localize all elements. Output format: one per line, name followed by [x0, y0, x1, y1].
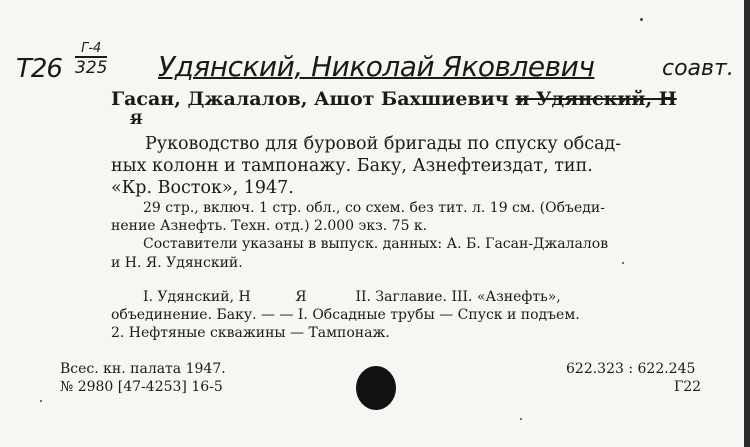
note-line-1: Составители указаны в выпуск. данных: А. Б. Гасан-Джалалов	[143, 236, 609, 252]
shelf-fraction	[75, 42, 107, 77]
title-line-3: «Кр. Восток», 1947.	[111, 178, 294, 198]
card-edge	[744, 0, 750, 447]
footer-record-number: № 2980 [47-4253] 16-5	[60, 379, 223, 395]
collation-line-1: 29 стр., включ. 1 стр. обл., со схем. без тит. л. 19 см. (Объеди-	[143, 200, 605, 216]
collation-line-2: нение Азнефть. Техн. отд.) 2.000 экз. 75 к.	[111, 218, 428, 234]
card-punch-hole	[356, 366, 396, 410]
title-line-1: Руководство для буровой бригады по спуску обсад-	[145, 134, 622, 154]
footer-chamber: Всес. кн. палата 1947.	[60, 361, 226, 377]
heading-struck-continuation: Я	[130, 112, 143, 128]
speck	[640, 18, 643, 21]
tracing-line-2: объединение. Баку. — — I. Обсадные трубы — Спуск и подъем.	[111, 307, 580, 323]
call-number: Т26	[16, 54, 62, 84]
fraction-bottom: 325	[75, 58, 108, 78]
handwritten-role: соавт.	[662, 56, 734, 81]
speck	[520, 418, 522, 420]
heading-struck: и Удянский, Н	[515, 88, 677, 110]
tracing-line-1: I. Удянский, Н Я II. Заглавие. III. «Азнефть»,	[143, 289, 561, 305]
heading-main: Гасан, Джалалов, Ашот Бахшиевич	[111, 88, 509, 110]
author-heading	[111, 88, 677, 110]
handwritten-name: Удянский, Николай Яковлевич	[158, 50, 595, 83]
speck	[40, 400, 42, 402]
fraction-top: Г-4	[81, 41, 102, 56]
tracing-line-3: 2. Нефтяные скважины — Тампонаж.	[111, 325, 390, 341]
footer-class-code: Г22	[674, 379, 702, 395]
speck	[622, 262, 624, 264]
title-line-2: ных колонн и тампонажу. Баку, Азнефтеиздат, тип.	[111, 156, 593, 176]
note-line-2: и Н. Я. Удянский.	[111, 255, 243, 271]
footer-classification: 622.323 : 622.245	[566, 361, 696, 377]
